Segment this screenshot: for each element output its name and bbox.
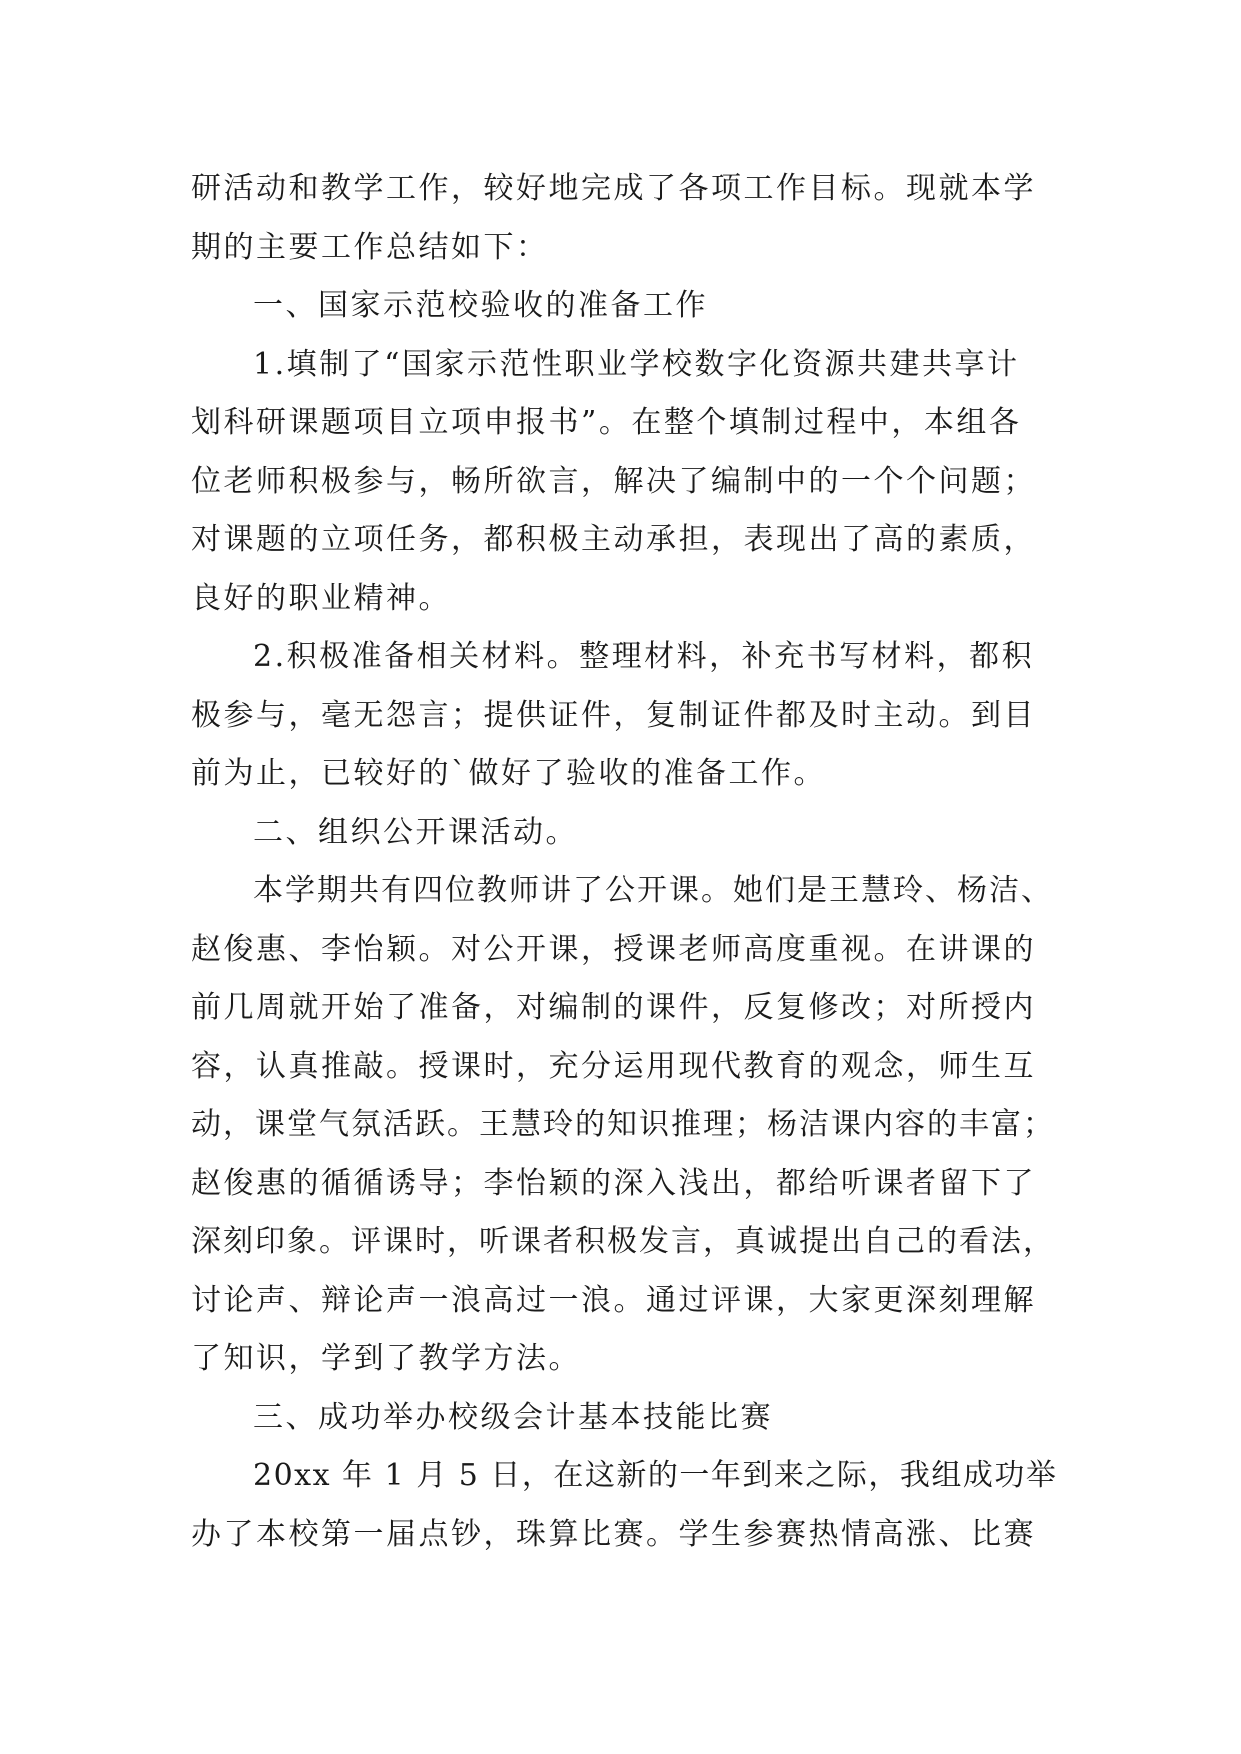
text-line: 20xx 年 1 月 5 日，在这新的一年到来之际，我组成功举 [253,1458,1058,1493]
text-line: 良好的职业精神。 [191,580,451,616]
text-line: 容，认真推敲。授课时，充分运用现代教育的观念，师生互 [191,1048,1036,1084]
text-line: 了知识，学到了教学方法。 [191,1341,581,1376]
text-line: 研活动和教学工作，较好地完成了各项工作目标。现就本学 [191,171,1036,206]
text-line: 讨论声、辩论声一浪高过一浪。通过评课，大家更深刻理解 [191,1282,1036,1318]
text-line: 本学期共有四位教师讲了公开课。她们是王慧玲、杨洁、 [253,873,1053,908]
text-line: 办了本校第一届点钞，珠算比赛。学生参赛热情高涨、比赛 [191,1516,1036,1552]
text-line: 动，课堂气氛活跃。王慧玲的知识推理；杨洁课内容的丰富； [191,1107,1055,1142]
text-line: 位老师积极参与，畅所欲言，解决了编制中的一个个问题； [191,463,1036,499]
text-line: 极参与，毫无怨言；提供证件，复制证件都及时主动。到目 [191,697,1036,733]
text-line: 一、国家示范校验收的准备工作 [253,288,708,323]
text-line: 前几周就开始了准备，对编制的课件，反复修改；对所授内 [191,990,1036,1025]
text-line: 划科研课题项目立项申报书”。在整个填制过程中，本组各 [191,405,1022,440]
document-body [191,160,1058,1564]
text-line: 1.填制了“国家示范性职业学校数字化资源共建共享计 [253,346,1020,382]
text-line: 2.积极准备相关材料。整理材料，补充书写材料，都积 [253,639,1035,674]
text-line: 期的主要工作总结如下： [191,229,549,265]
text-line: 赵俊惠、李怡颖。对公开课，授课老师高度重视。在讲课的 [191,931,1036,967]
text-line: 三、成功举办校级会计基本技能比赛 [253,1399,773,1435]
text-line: 赵俊惠的循循诱导；李怡颖的深入浅出，都给听课者留下了 [191,1165,1036,1201]
text-line: 对课题的立项任务，都积极主动承担，表现出了高的素质， [191,522,1036,557]
text-line: 深刻印象。评课时，听课者积极发言，真诚提出自己的看法， [191,1224,1055,1259]
text-line: 二、组织公开课活动。 [253,814,578,850]
text-line: 前为止，已较好的`做好了验收的准备工作。 [191,756,826,791]
